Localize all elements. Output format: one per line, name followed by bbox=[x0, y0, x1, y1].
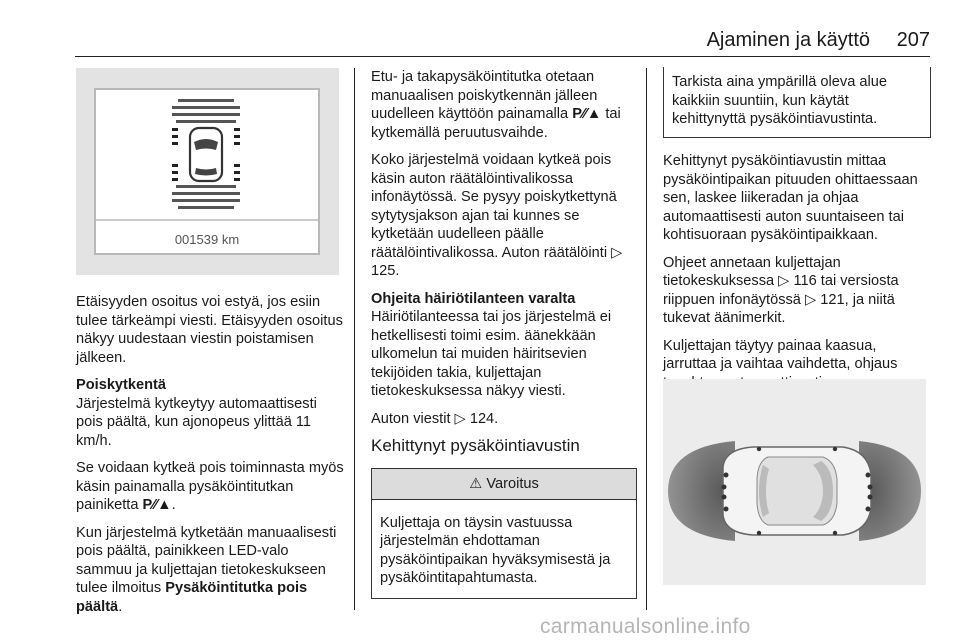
warning-header: ⚠ Varoitus bbox=[372, 469, 636, 500]
paragraph bbox=[76, 459, 346, 515]
watermark: carmanualsonline.info bbox=[540, 615, 751, 638]
page-number: 207 bbox=[896, 29, 930, 51]
driver-info-display bbox=[94, 88, 320, 255]
section-heading: Poiskytkentä bbox=[76, 377, 167, 393]
paragraph: Järjestelmä kytkeytyy automaattisesti pois päältä, kun ajonopeus ylittää 11 km/h. bbox=[76, 395, 317, 449]
text-span: Kun järjestelmä kytketään manuaalisesti pois päältä, painikkeen LED-valo sammuu ja kuljettajan tietokeskukseen tulee ilmoitus bbox=[76, 524, 337, 596]
text-span: . bbox=[118, 598, 123, 615]
paragraph bbox=[371, 68, 637, 142]
text-span: tai kytkemällä peruutusvaihde. bbox=[371, 106, 621, 141]
car-top-view-icon bbox=[723, 447, 871, 535]
car-top-view-icon bbox=[190, 128, 222, 181]
warning-box bbox=[371, 468, 637, 599]
column-3 bbox=[663, 152, 931, 401]
column-2 bbox=[371, 68, 637, 599]
subsection-heading: Kehittynyt pysäköintiavustin bbox=[371, 436, 580, 455]
parking-sensor-graphic bbox=[96, 90, 318, 253]
text-span: . bbox=[171, 497, 176, 513]
paragraph: Ohjeet annetaan kuljettajan tietokeskuksessa ▷ 116 tai versiosta riippuen infonäytössä ▷ 121, ja niitä tukevat äänimerkit. bbox=[663, 254, 899, 326]
paragraph: Kuljettajan täytyy painaa kaasua, jarruttaa ja vaihtaa vaihdetta, ohjaus bbox=[663, 337, 898, 372]
paragraph: Häiriötilanteessa tai jos järjestelmä ei hetkellisesti toimi esim. äänekkään ulkomelun tai muiden häiritsevien tekijöiden takia, kuljettajan tietokeskuksessa näkyy viesti. bbox=[371, 309, 612, 399]
paragraph: Kehittynyt pysäköintiavustin mittaa pysäköintipaikan pituuden ohittaessaan sen, laskee liikeradan ja ohjaa automaattisesti auton suuntaiseen tai kohtisuoraan pysäköintipaikkaan. bbox=[663, 153, 918, 243]
parking-display-figure bbox=[76, 68, 339, 275]
column-divider-1 bbox=[354, 68, 355, 610]
parking-assist-button-icon: P⁄⁄▲ bbox=[572, 106, 602, 122]
paragraph: Koko järjestelmä voidaan kytkeä pois käsin auton räätälöintivalikossa infonäytössä. Se pysyy poiskytkettynä sytytysjakson ajan tai kunnes se kytketään uudelleen päälle räätälöintivalikossa. Auton räätälöinti ▷ 125. bbox=[371, 152, 623, 279]
paragraph: Etäisyyden osoitus voi estyä, jos esiin tulee tärkeämpi viesti. Etäisyyden osoitus näkyy uudestaan viestin poistamisen jälkeen. bbox=[76, 294, 343, 366]
text-span: Se voidaan kytkeä pois toiminnasta myös käsin painamalla pysäköintitutkan painiketta bbox=[76, 460, 344, 513]
parking-assist-button-icon: P⁄⁄▲ bbox=[142, 497, 172, 513]
column-divider-2 bbox=[646, 68, 647, 610]
car-sensor-zones-graphic bbox=[663, 379, 926, 585]
note-box: Tarkista aina ympärillä oleva alue kaikkiin suuntiin, kun käytät kehittynyttä pysäköintiavustinta. bbox=[663, 67, 931, 138]
text-span: Etu- ja takapysäköintitutka otetaan manuaalisen poiskytkennän jälleen uudelleen käyttöön painamalla bbox=[371, 69, 598, 122]
odometer-reading: 001539 km bbox=[174, 232, 240, 247]
header-title: Ajaminen ja käyttö bbox=[706, 29, 870, 51]
header-rule bbox=[75, 56, 930, 57]
message-text: Pysäköintitutka pois päältä bbox=[76, 580, 308, 615]
column-1 bbox=[76, 293, 346, 625]
paragraph bbox=[76, 524, 346, 617]
park-assist-illustration bbox=[663, 379, 926, 585]
paragraph: Auton viestit ▷ 124. bbox=[371, 410, 499, 427]
section-heading: Ohjeita häiriötilanteen varalta bbox=[371, 290, 576, 307]
warning-text: Kuljettaja on täysin vastuussa järjestelmän ehdottaman pysäköintipaikan hyväksymisestä ja pysäköintitapahtumasta. bbox=[380, 514, 611, 586]
